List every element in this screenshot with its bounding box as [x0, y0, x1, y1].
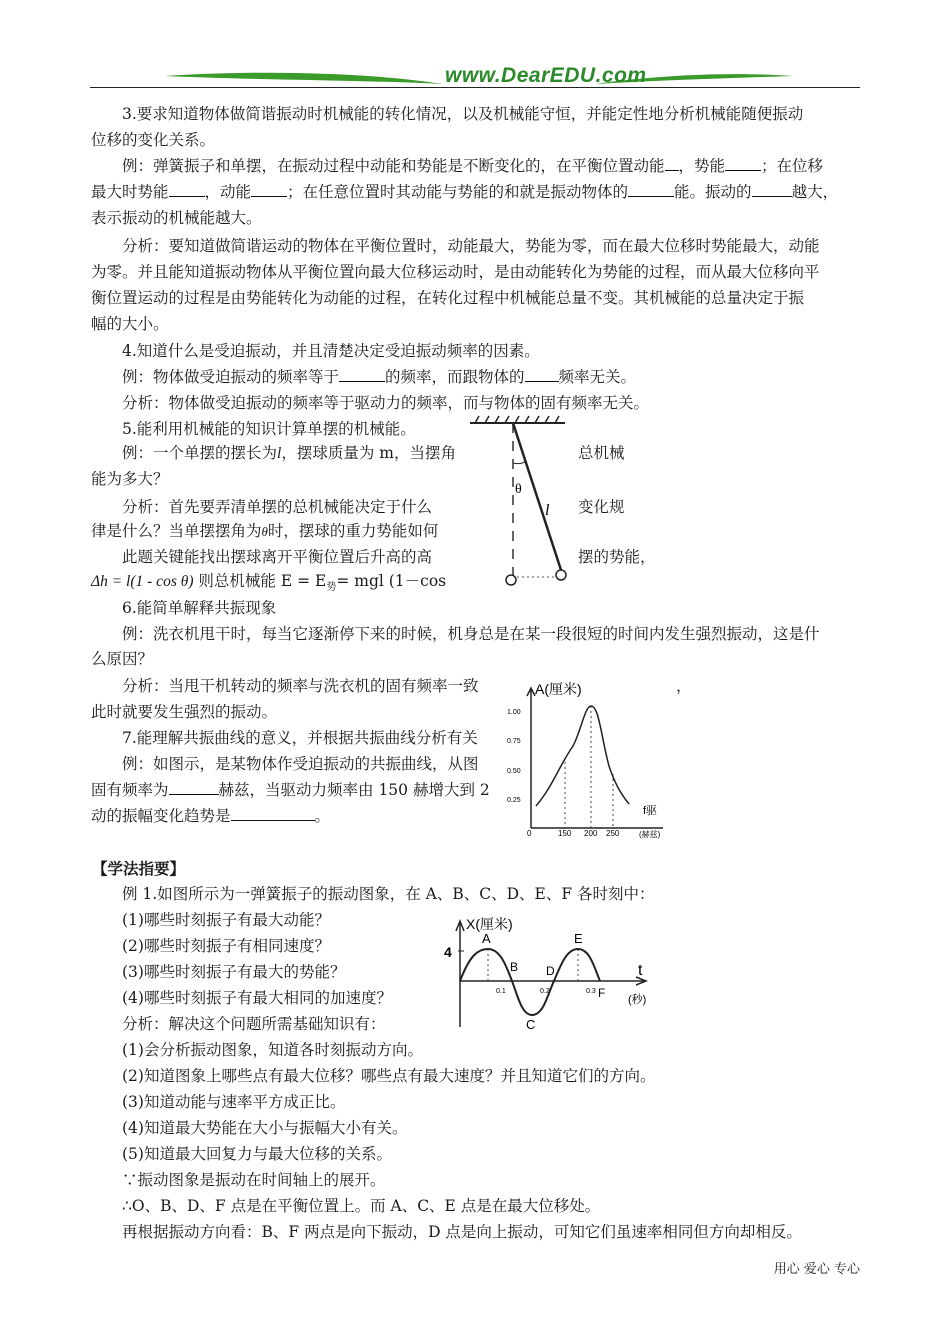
y-tick-label: 0.50 — [507, 768, 521, 775]
x-tick-label: 150 — [558, 829, 572, 838]
text-line: (1)哪些时刻振子有最大动能？ — [122, 911, 330, 929]
text-line: 4.知道什么是受迫振动，并且清楚决定受迫振动频率的因素。 — [122, 342, 540, 360]
text-line: (1)会分析振动图象，知道各时刻振动方向。 — [122, 1041, 423, 1059]
text-line: 总机械 — [578, 444, 625, 462]
text-line: (2)知道图象上哪些点有最大位移？哪些点有最大速度？并且知道它们的方向。 — [122, 1067, 656, 1085]
vibration-xunit: (秒) — [628, 994, 647, 1006]
point-label-B: B — [510, 960, 519, 974]
answer-blank — [251, 182, 287, 197]
text-line: (2)哪些时刻振子有相同速度？ — [122, 937, 330, 955]
text-line: 6.能简单解释共振现象 — [122, 599, 277, 617]
x-tick-label: 0 — [527, 829, 532, 838]
text-line: 5.能利用机械能的知识计算单摆的机械能。 — [122, 420, 416, 438]
text-line: 分析：首先要弄清单摆的总机械能决定于什么 — [122, 498, 433, 516]
point-label-A: A — [482, 931, 491, 946]
text-line: (5)知道最大回复力与最大位移的关系。 — [122, 1145, 392, 1163]
vibration-ylabel: X(厘米) — [466, 916, 513, 932]
text-line: 例：如图示，是某物体作受迫振动的共振曲线，从图 — [122, 755, 479, 773]
text-line: (3)知道动能与速率平方成正比。 — [122, 1093, 346, 1111]
x-tick-label: 0.1 — [496, 988, 506, 995]
answer-blank — [525, 367, 559, 382]
text-line: 固有频率为 赫兹，当驱动力频率由 150 赫增大到 2 — [91, 781, 490, 799]
text-line: 此题关键能找出摆球离开平衡位置后升高的高 — [122, 548, 433, 566]
answer-blank — [725, 156, 761, 171]
answer-blank — [339, 367, 385, 382]
text-line: 为零。并且能知道振动物体从平衡位置向最大位移运动时，是由动能转化为势能的过程，而从最大位移向平 — [91, 263, 820, 281]
text-line: 分析：物体做受迫振动的频率等于驱动力的频率，而与物体的固有频率无关。 — [122, 394, 650, 412]
text-line: 此时就要发生强烈的振动。 — [91, 703, 278, 721]
text-line: (3)哪些时刻振子有最大的势能？ — [122, 963, 346, 981]
vibration-ytick: 4 — [444, 944, 452, 960]
text-line: 例 1.如图所示为一弹簧振子的振动图象，在 A、B、C、D、E、F 各时刻中： — [122, 885, 655, 903]
resonance-ylabel: A(厘米) — [535, 681, 582, 697]
text-line: Δh = l(1 - cos θ) 则总机械能 $E = E_势=$ mgl (1－cos — [91, 572, 447, 594]
resonance-xunit: (赫兹) — [639, 830, 661, 839]
point-label-C: C — [526, 1017, 536, 1032]
answer-blank — [752, 182, 792, 197]
theta-label: θ — [515, 482, 522, 497]
text-line: 7.能理解共振曲线的意义，并根据共振曲线分析有关 — [122, 729, 478, 747]
text-line: 3.要求知道物体做简谐振动时机械能的转化情况，以及机械能守恒，并能定性地分析机械能随便振动 — [122, 105, 804, 123]
text-line: ， — [676, 677, 692, 695]
text-line: 分析：要知道做简谐运动的物体在平衡位置时，动能最大，势能为零，而在最大位移时势能最大，动能 — [122, 237, 820, 255]
answer-blank — [665, 156, 679, 171]
x-tick-label: 250 — [606, 829, 620, 838]
text-line: 例：洗衣机甩干时，每当它逐渐停下来的时候，机身总是在某一段很短的时间内发生强烈振动，这是什 — [122, 625, 820, 643]
text-line: 例：一个单摆的摆长为l，摆球质量为 m，当摆角 — [122, 444, 456, 462]
pendulum-figure — [465, 415, 575, 590]
text-line: 分析：解决这个问题所需基础知识有： — [122, 1015, 386, 1033]
vibration-graph-figure — [440, 905, 665, 1035]
point-label-D: D — [546, 964, 555, 978]
point-label-E: E — [574, 931, 583, 946]
vibration-xlabel: t — [638, 962, 643, 979]
answer-blank — [169, 182, 205, 197]
text-line: 摆的势能， — [578, 548, 656, 566]
text-line: ∵振动图象是振动在时间轴上的展开。 — [122, 1171, 386, 1189]
text-line: 衡位置运动的过程是由势能转化为动能的过程，在转化过程中机械能总量不变。其机械能的总量决定于振 — [91, 289, 805, 307]
resonance-curve-figure — [503, 676, 673, 840]
text-line: 最大时势能 ，动能 ；在任意位置时其动能与势能的和就是振动物体的 能。振动的 越大， — [91, 183, 839, 201]
answer-blank — [628, 182, 674, 197]
section-heading: 【学法指要】 — [92, 859, 186, 878]
text-line: 分析：当甩干机转动的频率与洗衣机的固有频率一致 — [122, 677, 479, 695]
header-rule — [90, 87, 860, 88]
text-line: 例：弹簧振子和单摆，在振动过程中动能和势能是不断变化的，在平衡位置动能 ，势能 ；在位移 — [122, 157, 824, 175]
answer-blank — [169, 780, 219, 795]
text-line: 例：物体做受迫振动的频率等于 的频率，而跟物体的 频率无关。 — [122, 368, 637, 386]
answer-blank — [231, 806, 315, 821]
text-line: 动的振幅变化趋势是 。 — [91, 807, 331, 825]
text-line: 再根据振动方向看：B、F 两点是向下振动，D 点是向上振动，可知它们虽速率相同但方向却相反。 — [122, 1223, 802, 1241]
text-line: 能为多大？ — [91, 470, 169, 488]
point-label-F: F — [598, 986, 606, 1000]
x-tick-label: 0.3 — [586, 988, 596, 995]
text-line: 幅的大小。 — [91, 315, 169, 333]
length-label: l — [545, 502, 550, 519]
y-tick-label: 1.00 — [507, 709, 521, 716]
text-line: 位移的变化关系。 — [91, 131, 216, 149]
text-line: 律是什么？当单摆摆角为θ时，摆球的重力势能如何 — [91, 522, 439, 540]
text-line: 么原因？ — [91, 650, 154, 668]
site-logo: www.DearEDU.com — [445, 64, 647, 87]
resonance-xlabel: f驱 — [643, 805, 658, 817]
text-line: ∴O、B、D、F 点是在平衡位置上。而 A、C、E 点是在最大位移处。 — [122, 1197, 601, 1215]
y-tick-label: 0.75 — [507, 738, 521, 745]
text-line: 表示振动的机械能越大。 — [91, 209, 262, 227]
text-line: (4)知道最大势能在大小与振幅大小有关。 — [122, 1119, 408, 1137]
y-tick-label: 0.25 — [507, 797, 521, 804]
x-tick-label: 0.2 — [540, 988, 550, 995]
page-header — [90, 62, 860, 92]
page-footer: 用心 爱心 专心 — [773, 1262, 860, 1277]
x-tick-label: 200 — [584, 829, 598, 838]
text-line: 变化规 — [578, 498, 625, 516]
text-line: (4)哪些时刻振子有最大相同的加速度？ — [122, 989, 392, 1007]
